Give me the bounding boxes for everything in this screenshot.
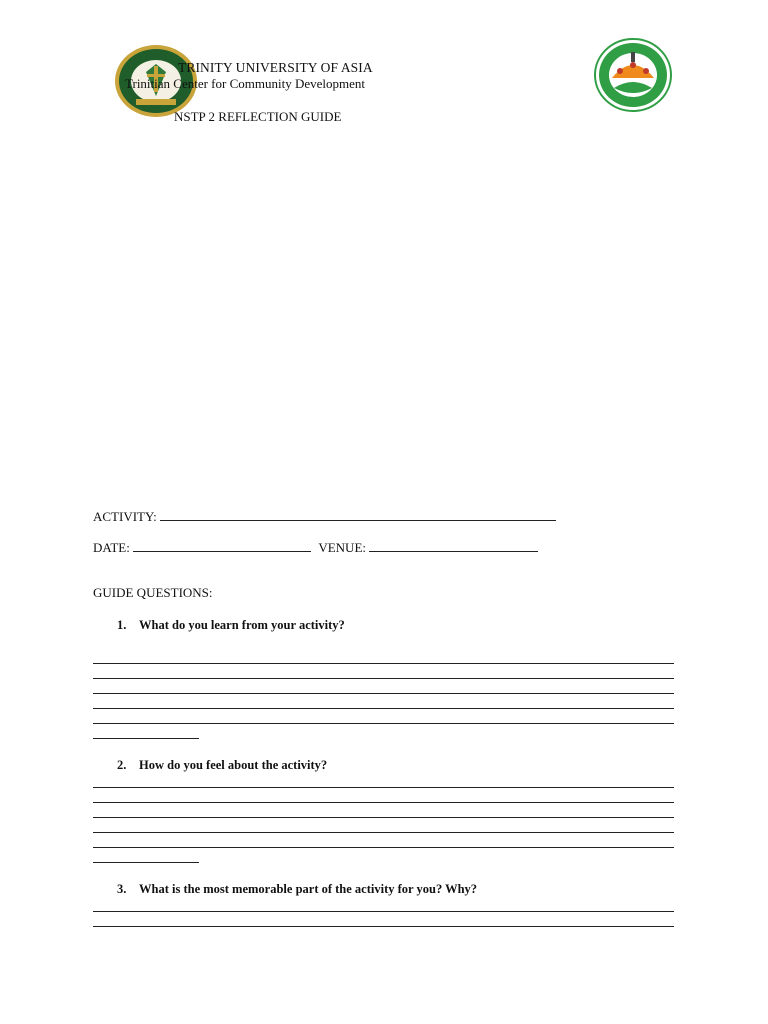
guide-title: NSTP 2 REFLECTION GUIDE (174, 109, 342, 124)
answer-line (93, 926, 674, 927)
answer-line (93, 708, 674, 709)
answer-line (93, 911, 674, 912)
question-number: 3. (117, 882, 127, 896)
answer-line (93, 862, 199, 863)
answer-line (93, 723, 674, 724)
answer-line (93, 678, 674, 679)
activity-blank-field[interactable] (160, 510, 556, 521)
answer-line (93, 693, 674, 694)
question-3 (117, 882, 477, 897)
activity-label: ACTIVITY: (93, 509, 157, 524)
question-number: 2. (117, 758, 127, 772)
date-blank-field[interactable] (133, 541, 311, 552)
answer-line (93, 787, 674, 788)
question-text: What do you learn from your activity? (139, 618, 345, 632)
question-text: How do you feel about the activity? (139, 758, 328, 772)
answer-line (93, 817, 674, 818)
question-2 (117, 758, 327, 773)
answer-line (93, 802, 674, 803)
answer-line (93, 847, 674, 848)
answer-line (93, 663, 674, 664)
question-1 (117, 618, 345, 633)
center-name: Trinitian Center for Community Development (125, 76, 365, 91)
community-development-emblem-logo (594, 38, 672, 112)
activity-row (93, 509, 556, 525)
venue-label: VENUE: (318, 540, 367, 555)
answer-line (93, 832, 674, 833)
venue-blank-field[interactable] (369, 541, 538, 552)
date-venue-row (93, 540, 538, 556)
university-name: TRINITY UNIVERSITY OF ASIA (178, 60, 373, 75)
question-number: 1. (117, 618, 127, 632)
date-label: DATE: (93, 540, 130, 555)
guide-questions-label: GUIDE QUESTIONS: (93, 585, 213, 600)
question-text: What is the most memorable part of the activity for you? Why? (139, 882, 478, 896)
answer-line (93, 738, 199, 739)
